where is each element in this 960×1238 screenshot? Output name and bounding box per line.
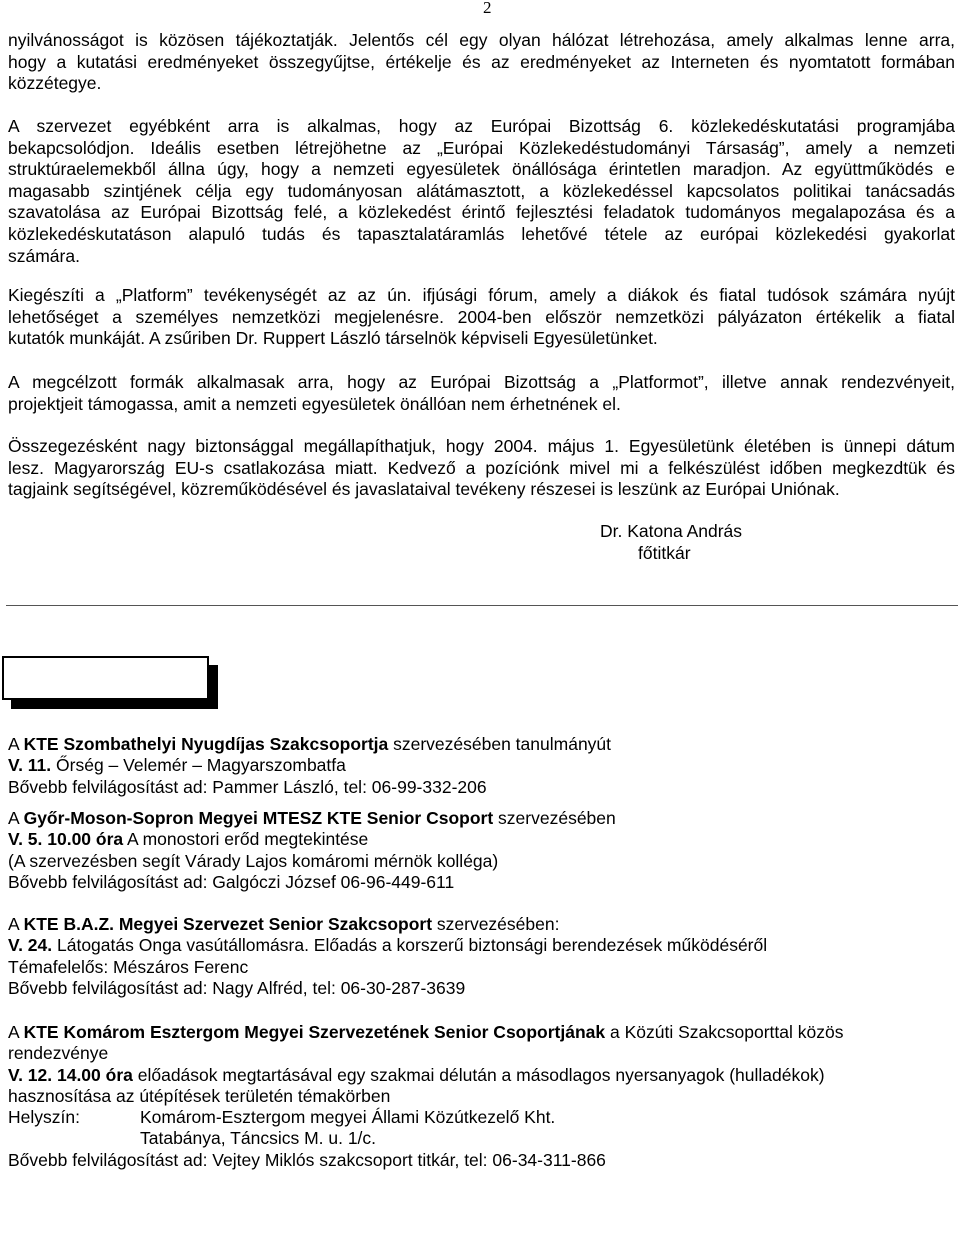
text-line: magasabb szintjének célja egy tudományosan alátámasztott, a közlekedéssel kapcsolatos politikai tanácsadás <box>8 180 955 201</box>
text-line: tagjaink segítségével, közreműködésével és javaslataival tevékeny részesei is leszünk az Európai Uniónak. <box>8 479 840 500</box>
section-divider <box>6 605 958 606</box>
paragraph-youth-forum <box>8 285 955 350</box>
text-line: hogy a kutatási eredményeket összegyűjtse, értékelje és az eredményeket az Interneten és nyomtatott formában <box>8 51 955 72</box>
text-line: közlekedéskutatáson alapuló tudás és tapasztalatáramlás lehetővé tétele az európai közlekedési gyakorlat <box>8 223 955 244</box>
text-line: Kiegészíti a „Platform” tevékenységét az az ún. ifjúsági fórum, amely a diákok és fiatal tudósok számára nyújt <box>8 285 955 305</box>
event-date: V. 5. 10.00 óra <box>8 829 124 850</box>
organizer: KTE Komárom Esztergom Megyei Szervezetének Senior Csoportjának <box>23 1022 606 1042</box>
announcement-szombathely: A KTE Szombathelyi Nyugdíjas Szakcsoportja szervezésében tanulmányút V. 11. Őrség – Velemér – Magyarszombatfa Bővebb felvilágosítást ad: Pammer László, tel: 06-99-332-206 <box>8 734 958 798</box>
contact-info: Bővebb felvilágosítást ad: Nagy Alfréd, tel: 06-30-287-3639 <box>8 977 466 998</box>
venue-label: Helyszín: <box>8 1107 80 1128</box>
text-line: szavatolása az Európai Bizottság felé, a közlekedést érintő fejlesztési feladatok tudományos megalapozása és a <box>8 202 955 223</box>
announcement-komarom: A KTE Komárom Esztergom Megyei Szervezetének Senior Csoportjának a Közúti Szakcsoporttal közös rendezvénye V. 12. 14.00 óra előadások megtartásával egy szakmai délután a másodlagos nyersanyagok (hulladékok) hasznosítása az útépítések területén témakörben Helyszín: Komárom-Esztergom megyei Állami Közútkezelő Kht. Tatabánya, Táncsics M. u. 1/c. Bővebb felvilágosítást ad: Vejtey Miklós szakcsoport titkár, tel: 06-34-311-866 <box>8 1022 958 1171</box>
venue-address-1: Komárom-Esztergom megyei Állami Közútkezelő Kht. <box>140 1107 556 1128</box>
signature-block <box>600 520 742 564</box>
signature-title: főtitkár <box>638 543 691 563</box>
contact-info: Bővebb felvilágosítást ad: Vejtey Miklós szakcsoport titkár, tel: 06-34-311-866 <box>8 1149 606 1170</box>
venue-address-2: Tatabánya, Táncsics M. u. 1/c. <box>140 1128 377 1149</box>
venue <box>8 1107 958 1128</box>
paragraph-network <box>8 30 955 95</box>
event-date: V. 24. <box>8 935 53 956</box>
text-line: bekapcsolódjon. Ideális esetben létrejöhetne az „Európai Közlekedéstudományi Társaság”, amely a nemzeti <box>8 137 955 158</box>
announcement-gyor: A Győr-Moson-Sopron Megyei MTESZ KTE Senior Csoport szervezésében V. 5. 10.00 óra A monostori erőd megtekintése (A szervezésben segít Várady Lajos komáromi mérnök kollégа) Bővebb felvilágosítást ad: Galgóczi József 06-96-449-611 <box>8 808 958 893</box>
page-number: 2 <box>483 0 492 17</box>
signature-name: Dr. Katona András <box>600 521 743 541</box>
organizer: Győr-Moson-Sopron Megyei MTESZ KTE Senior Csoport <box>23 808 494 828</box>
text-line: lehetőséget a személyes nemzetközi megjelenésre. 2004-ben először nemzetközi pályázaton értékelik a fiatal <box>8 306 955 327</box>
text-line: A megcélzott formák alkalmasak arra, hogy az Európai Bizottság a „Platformot”, illetve annak rendezvényeit, <box>8 372 955 392</box>
text-line: Összegezésként nagy biztonsággal megállapíthatjuk, hogy 2004. május 1. Egyesületünk életében is ünnepi dátum <box>8 436 955 456</box>
text-line: struktúraelemekből állna úgy, hogy a nemzeti egyesületek önállósága érintetlen maradjon. Az együttműködés e <box>8 159 955 180</box>
event-date: V. 12. 14.00 óra <box>8 1064 133 1085</box>
contact-info: Bővebb felvilágosítást ad: Pammer László, tel: 06-99-332-206 <box>8 776 487 797</box>
text-line: közzétegye. <box>8 73 102 94</box>
text-line: kutatók munkáját. A zsűriben Dr. Ruppert László társelnök képviseli Egyesületünket. <box>8 328 658 349</box>
paragraph-commission <box>8 116 955 267</box>
text-line: A szervezet egyébként arra is alkalmas, hogy az Európai Bizottság 6. közlekedéskutatási programjába <box>8 116 955 136</box>
announcement-baz: A KTE B.A.Z. Megyei Szervezet Senior Szakcsoport szervezésében: V. 24. Látogatás Onga vasútállomásra. Előadás a korszerű biztonsági berendezések működéséről Témafelelős: Mészáros Ferenc Bővebb felvilágosítást ad: Nagy Alfréd, tel: 06-30-287-3639 <box>8 914 958 999</box>
event-note: (A szervezésben segít Várady Lajos komáromi mérnök kollégа) <box>8 850 499 871</box>
responsible-person: Témafelelős: Mészáros Ferenc <box>8 956 249 977</box>
event-date: V. 11. <box>8 755 52 776</box>
text-line: lesz. Magyarország EU-s csatlakozása miatt. Kedvező a pozíciónk mivel mi a felkészülést időben megkezdtük és <box>8 457 955 478</box>
paragraph-summary <box>8 436 955 501</box>
text-line: projektjeit támogassa, amit a nemzeti egyesületek önállóan nem érhetnének el. <box>8 393 621 414</box>
empty-shadow-box <box>2 656 209 700</box>
paragraph-platform <box>8 372 955 415</box>
contact-info: Bővebb felvilágosítást ad: Galgóczi József 06-96-449-611 <box>8 871 455 892</box>
text-line: nyilvánosságot is közösen tájékoztatják. Jelentős cél egy olyan hálózat létrehozása, amely alkalmas lenne arra, <box>8 30 955 50</box>
organizer: KTE B.A.Z. Megyei Szervezet Senior Szakcsoport <box>23 914 433 934</box>
text-line: számára. <box>8 245 80 266</box>
organizer: KTE Szombathelyi Nyugdíjas Szakcsoportja <box>23 734 389 754</box>
